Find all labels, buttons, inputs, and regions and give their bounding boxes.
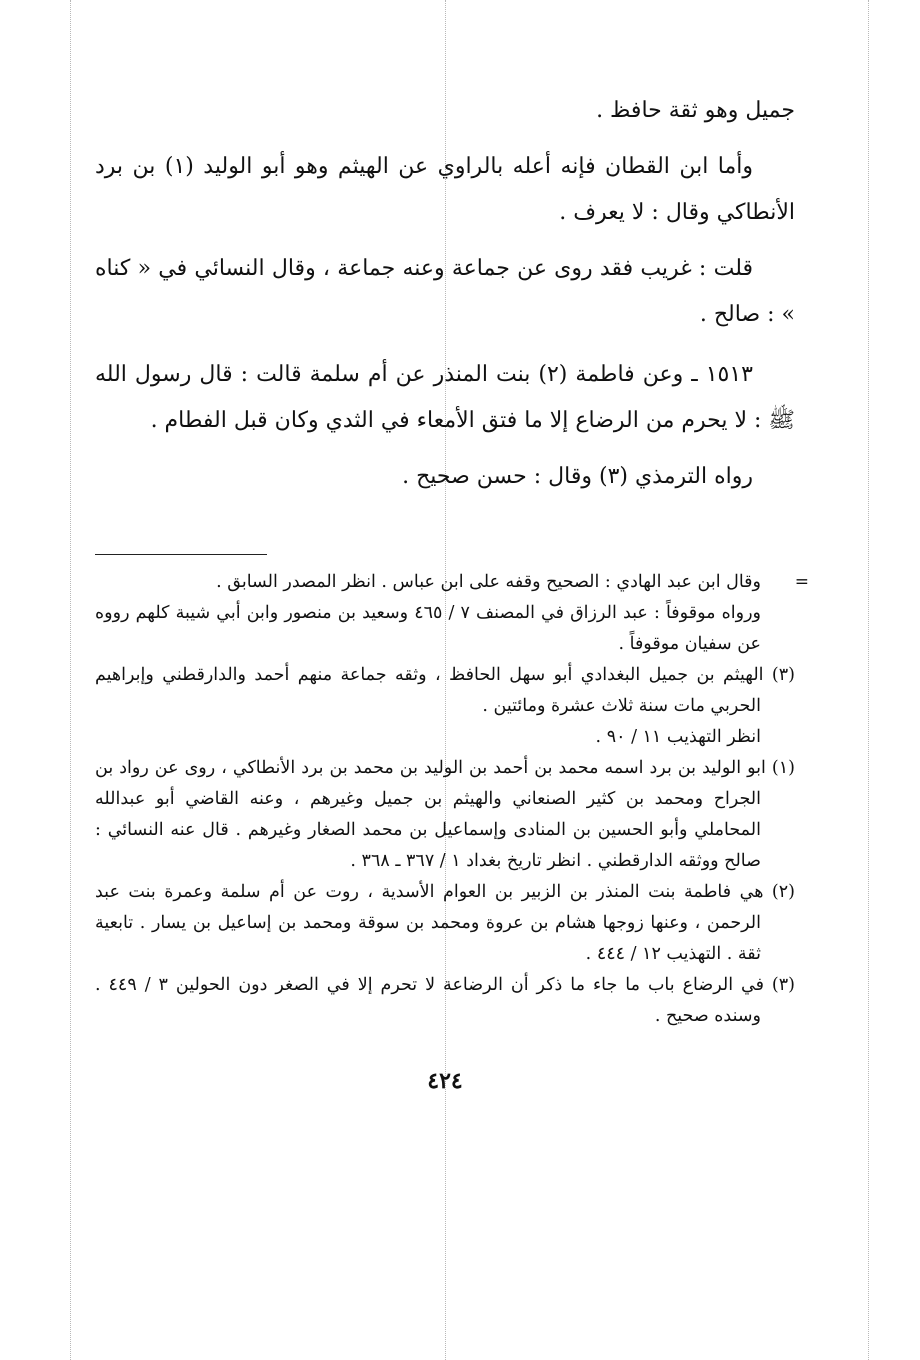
footnote-separator-wrap	[95, 500, 795, 567]
continuation-mark: =	[794, 572, 809, 592]
footnote-1: (١) ابو الوليد بن برد اسمه محمد بن أحمد بن الوليد بن محمد بن برد الأنطاكي ، روى عن رواد بن الجراح ومحمد بن كثير الصنعاني والهيثم بن جميل وغيرهم ، وعنه القاضي أبو عبدالله المحاملي وأبو الحسين بن المنادى وإسماعيل بن محمد الصغار وغيرهم . قال عنه النسائي : صالح ووثقه الدارقطني . انظر تاريخ بغداد ١ / ٣٦٧ ـ ٣٦٨ .	[95, 758, 795, 871]
footnote-3a: (٣) الهيثم بن جميل البغدادي أبو سهل الحافظ ، وثقه جماعة منهم أحمد والدارقطني وإبراهيم الحربي مات سنة ثلاث عشرة ومائتين .	[95, 665, 795, 716]
hadith-1513: ١٥١٣ ـ وعن فاطمة (٢) بنت المنذر عن أم سلمة قالت : قال رسول الله ﷺ : لا يحرم من الرضاع إلا ما فتق الأمعاء في الثدي وكان قبل الفطام .	[95, 362, 795, 433]
footnote-3a-ref: انظر التهذيب ١١ / ٩٠ .	[595, 727, 761, 747]
paragraph-3: قلت : غريب فقد روى عن جماعة وعنه جماعة ، وقال النسائي في « كناه » : صالح .	[95, 256, 795, 327]
footnote-continuation-text-1: وقال ابن عبد الهادي : الصحيح وقفه على ابن عباس . انظر المصدر السابق .	[216, 572, 761, 592]
paragraph-1: جميل وهو ثقة حافظ .	[596, 98, 795, 123]
scan-guide-line	[70, 0, 71, 1360]
footnote-2: (٢) هي فاطمة بنت المنذر بن الزبير بن العوام الأسدية ، روت عن أم سلمة وعمرة بنت عبد الرحمن ، وعنها زوجها هشام بن عروة ومحمد بن سوقة ومحمد بن إساعيل بن يسار . تابعية ثقة . التهذيب ١٢ / ٤٤٤ .	[95, 882, 795, 964]
footnote-separator	[95, 554, 267, 555]
footnote-continuation-text-2: ورواه موقوفاً : عبد الرزاق في المصنف ٧ / ٤٦٥ وسعيد بن منصور وابن أبي شيبة كلهم رووه عن سفيان موقوفاً .	[95, 603, 761, 654]
scan-guide-line	[868, 0, 869, 1360]
footnote-3b: (٣) في الرضاع باب ما جاء ما ذكر أن الرضاعة لا تحرم إلا في الصغر دون الحولين ٣ / ٤٤٩ . وسنده صحيح .	[95, 975, 795, 1026]
paragraph-5: رواه الترمذي (٣) وقال : حسن صحيح .	[402, 464, 753, 489]
main-text	[95, 88, 795, 500]
footnote-continuation	[95, 567, 809, 598]
footnotes	[95, 567, 809, 1032]
page-number: ٤٢٤	[427, 1068, 463, 1094]
paragraph-2: وأما ابن القطان فإنه أعله بالراوي عن الهيثم وهو أبو الوليد (١) بن برد الأنطاكي وقال : لا يعرف .	[95, 154, 795, 225]
book-page	[95, 88, 809, 1094]
